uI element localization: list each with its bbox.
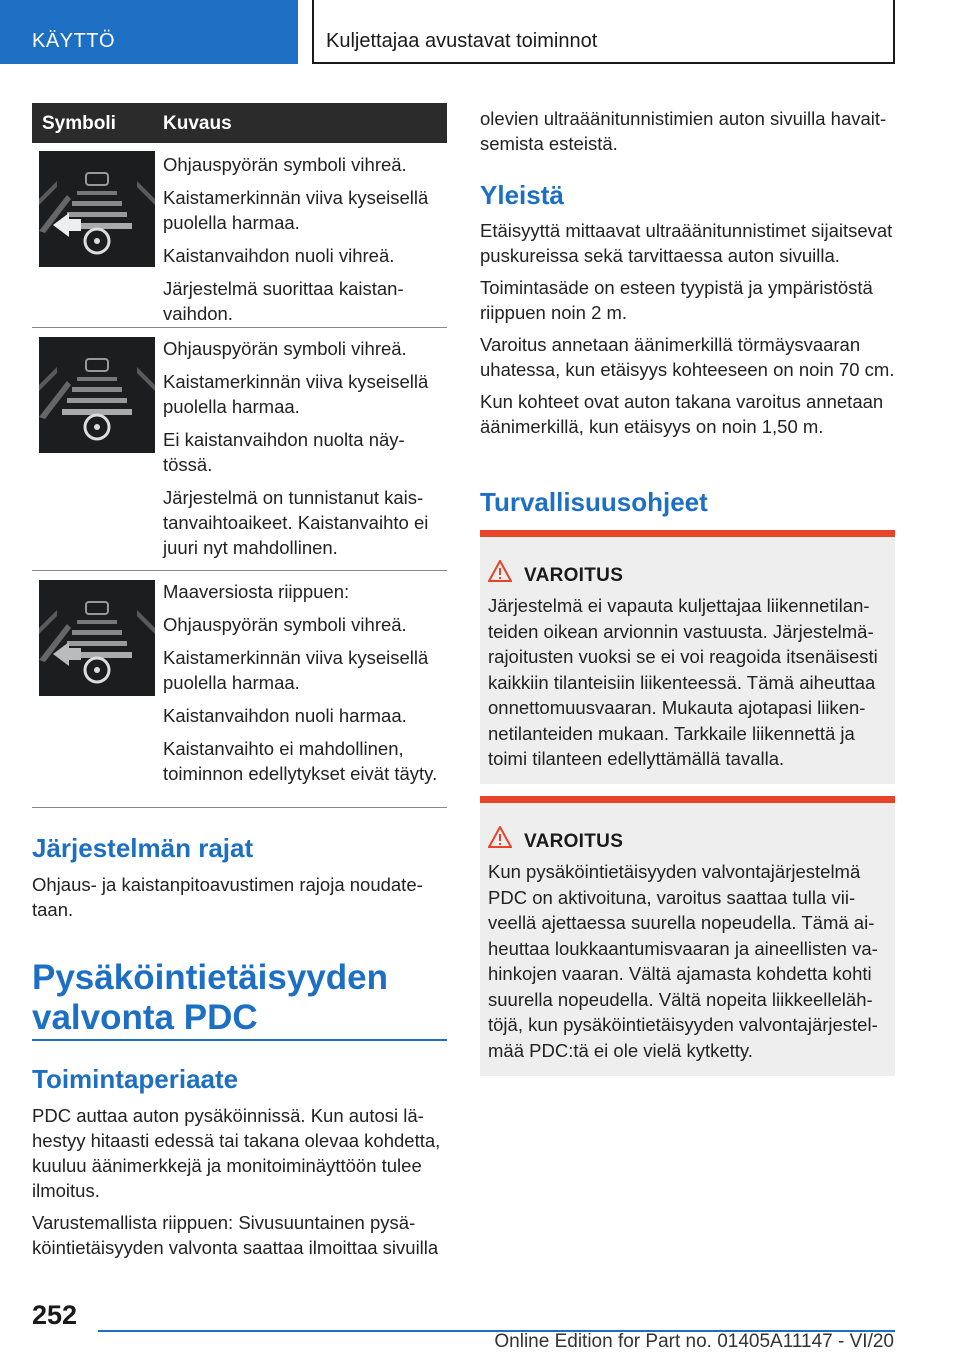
paragraph: Varustemallista riippuen: Sivusuuntainen pysäköintietäisyyden valvonta saattaa ilmoittaa sivuilla — [32, 1212, 439, 1258]
page-number: 252 — [32, 1300, 78, 1330]
warning-text: Järjestelmä ei vapauta kuljettajaa liikennetilanteiden oikean arvionnin vastuusta. Järjestelmärajoitusten vuoksi se ei voi reagoida itsenäisesti kaikkiin tilanteisiin liikenteessä. Tämä aiheuttaa onnettomuusvaaran. Mukauta ajotapasi liikennetilanteiden mukaan. Tarkkaile liikennettä ja toimi tilanteen edellyttämällä tavalla. — [488, 595, 878, 769]
general-body — [480, 218, 895, 446]
section-tab — [0, 0, 298, 64]
limits-title: Järjestelmän rajat — [32, 833, 254, 863]
chapter-divider — [32, 1039, 447, 1041]
table-header — [32, 103, 447, 143]
paragraph: Varoitus annetaan äänimerkillä törmäysvaaran uhatessa, kun etäisyys kohteeseen on noin 70 cm. — [480, 334, 895, 380]
table-row — [32, 328, 447, 571]
desc-line: Järjestelmä suorittaa kaistanvaihdon. — [163, 278, 404, 324]
desc-line: Kaistanvaihdon nuoli harmaa. — [163, 705, 407, 726]
col-symbol-header: Symboli — [42, 113, 116, 134]
row-description — [163, 579, 447, 786]
desc-line: Ohjauspyörän symboli vihreä. — [163, 338, 407, 359]
left-column — [32, 103, 447, 808]
table-row — [32, 143, 447, 328]
pdc-chapter-title: Pysäköintietäisyyden valvonta PDC — [32, 958, 388, 1037]
edition-text: Online Edition for Part no. 01405A11147 - VI/20 — [494, 1331, 894, 1352]
warning-title: VAROITUS — [524, 565, 624, 586]
warning-triangle-icon — [488, 560, 512, 582]
col-desc-header: Kuvaus — [163, 113, 232, 134]
chapter-header — [312, 0, 895, 64]
continued-text: olevien ultraäänitunnistimien auton sivuilla havaitsemista esteistä. — [480, 108, 887, 154]
desc-line: Kaistanvaihto ei mahdollinen, toiminnon edellytykset eivät täyty. — [163, 738, 438, 784]
desc-line: Järjestelmä on tunnistanut kaistanvaihtoaikeet. Kaistanvaihto ei juuri nyt mahdollinen. — [163, 487, 429, 558]
desc-line: Ohjauspyörän symboli vihreä. — [163, 154, 407, 175]
safety-title: Turvallisuusohjeet — [480, 487, 708, 517]
paragraph: Etäisyyttä mittaavat ultraäänitunnistimet sijaitsevat puskureissa sekä tarvittaessa auton sivuilla. — [480, 220, 893, 266]
row-description — [163, 152, 447, 326]
lane-keeping-steering-wheel-icon — [39, 337, 155, 453]
warning-text: Kun pysäköintietäisyyden valvontajärjestelmä PDC on aktivoituna, varoitus saattaa tulla viiveellä ajettaessa suurella nopeudella. Tämä aiheuttaa loukkaantumisvaaran ja aineellisten vahinkojen vaaran. Vältä ajamasta kohdetta kohti suurella nopeudella. Vältä nopeita liikkeellelähtöjä, kun pysäköintietäisyyden valvontajärjestelmää PDC:tä ei ole vielä kytketty. — [488, 861, 878, 1061]
desc-line: Kaistanvaihdon nuoli vihreä. — [163, 245, 395, 266]
principle-title: Toimintaperiaate — [32, 1064, 239, 1094]
chapter-title: Kuljettajaa avustavat toiminnot — [326, 30, 598, 52]
limits-text: Ohjaus- ja kaistanpitoavustimen rajoja noudatetaan. — [32, 874, 423, 920]
desc-line: Maaversiosta riippuen: — [163, 581, 350, 602]
paragraph: Kun kohteet ovat auton takana varoitus annetaan äänimerkillä, kun etäisyys on noin 1,50 m. — [480, 391, 884, 437]
lane-change-left-arrow-icon — [39, 151, 155, 267]
principle-body — [32, 1103, 447, 1267]
desc-line: Kaistamerkinnän viiva kyseisellä puolella harmaa. — [163, 371, 429, 417]
lane-change-left-arrow-icon — [39, 580, 155, 696]
desc-line: Ei kaistanvaihdon nuolta näytössä. — [163, 429, 405, 475]
desc-line: Kaistamerkinnän viiva kyseisellä puolella harmaa. — [163, 187, 429, 233]
table-row — [32, 571, 447, 808]
paragraph: PDC auttaa auton pysäköinnissä. Kun autosi lähestyy hitaasti edessä tai takana olevaa kohdetta, kuuluu äänimerkkejä ja monitoiminäyttöön tulee ilmoitus. — [32, 1105, 441, 1201]
warning-box — [480, 796, 895, 1076]
warning-title: VAROITUS — [524, 831, 624, 852]
warning-triangle-icon — [488, 826, 512, 848]
desc-line: Ohjauspyörän symboli vihreä. — [163, 614, 407, 635]
paragraph: Toimintasäde on esteen tyypistä ja ympäristöstä riippuen noin 2 m. — [480, 277, 873, 323]
desc-line: Kaistamerkinnän viiva kyseisellä puolella harmaa. — [163, 647, 429, 693]
general-title: Yleistä — [480, 180, 564, 210]
warning-box — [480, 530, 895, 784]
row-description — [163, 336, 447, 560]
section-label: KÄYTTÖ — [32, 30, 116, 52]
